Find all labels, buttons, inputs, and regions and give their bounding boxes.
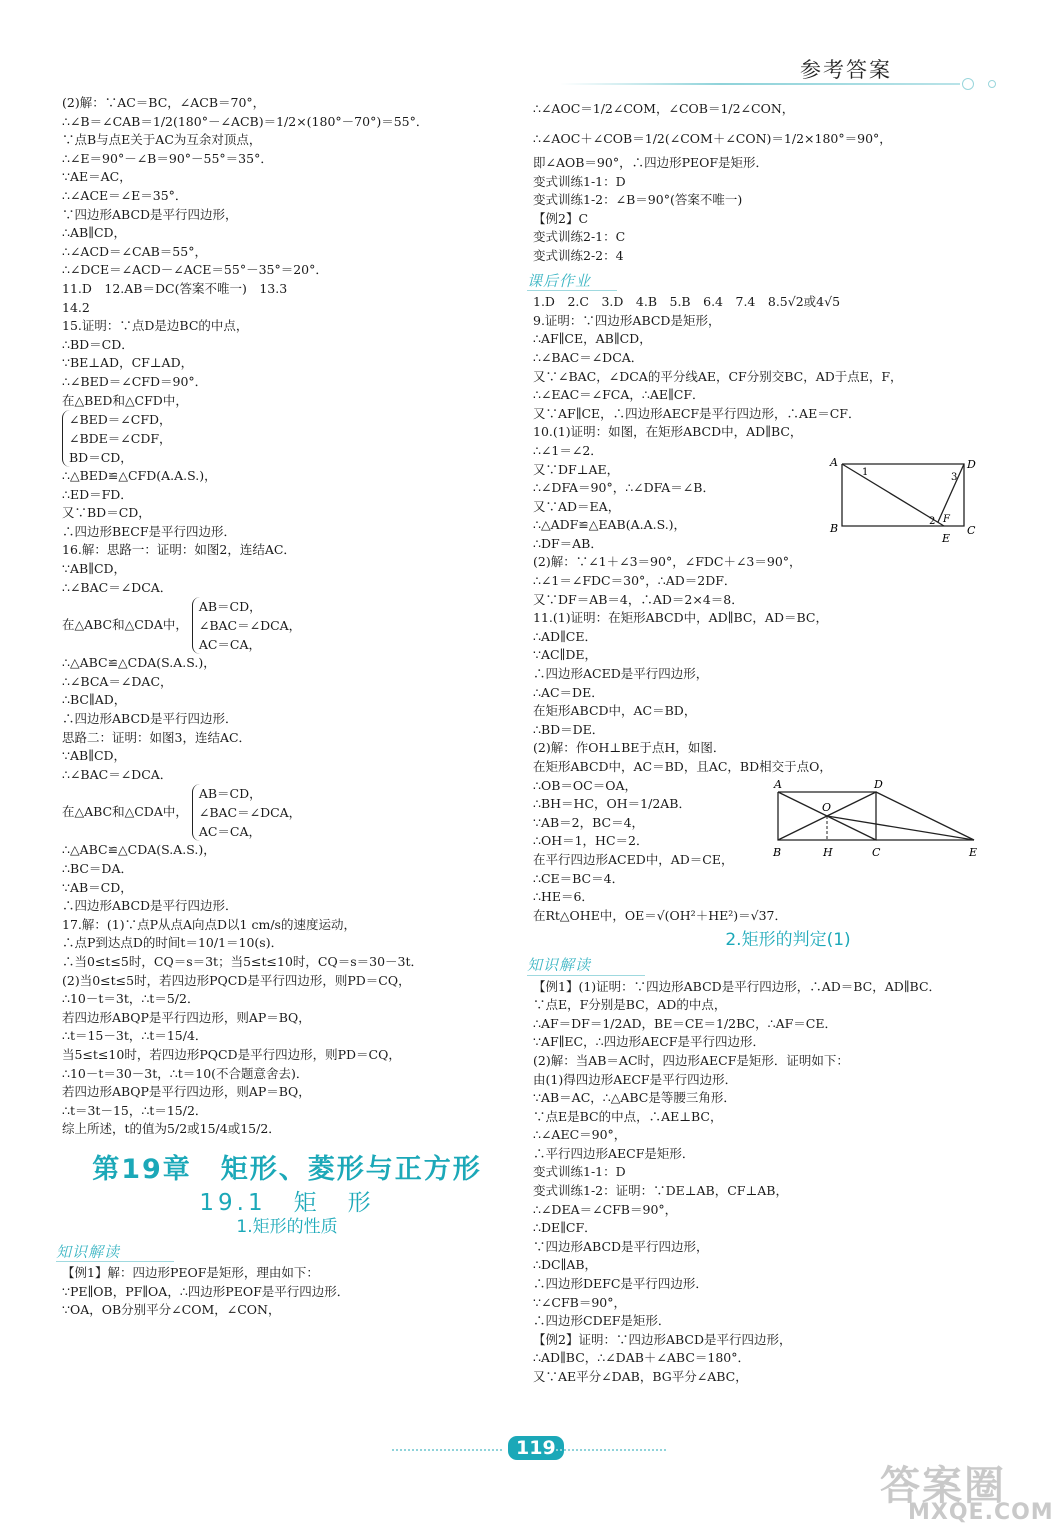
text-line: 17.解：(1)∵点P从点A向点D以1 cm/s的速度运动，	[62, 916, 356, 932]
subsection-title-properties: 1.矩形的性质	[236, 1217, 338, 1238]
text-line: 又∵BD＝CD，	[62, 505, 151, 521]
text-line: ∴∠DEA＝∠CFB＝90°，	[533, 1201, 678, 1217]
text-line: 思路二：证明：如图3，连结AC．	[62, 729, 252, 745]
header-rule	[560, 83, 960, 85]
text-line: ∴t＝3t－15，∴t＝15/2．	[62, 1102, 208, 1118]
text-line: AC＝CA，	[198, 637, 262, 653]
text-line: ∴平行四边形AECF是矩形．	[533, 1145, 695, 1161]
text-line: ∴四边形ABCD是平行四边形．	[62, 711, 238, 727]
text-line: ∴△BED≌△CFD(A.A.S.)，	[62, 468, 217, 484]
text-line: ∴∠EAC＝∠FCA，∴AE∥CF．	[533, 387, 705, 403]
left-block-f	[62, 1264, 512, 1320]
text-line: 当5≤t≤10时，若四边形PQCD是平行四边形，则PD＝CQ，	[62, 1046, 401, 1062]
text-line: ∴HE＝6．	[533, 889, 594, 905]
brace-15	[62, 410, 172, 467]
text-line: ∴BC∥AD，	[62, 692, 127, 708]
text-line: ∵AF∥EC，∴四边形AECF是平行四边形．	[533, 1034, 765, 1050]
figure-rectangle-abcd	[826, 450, 986, 544]
tag-homework: 课后作业	[527, 272, 617, 292]
text-line: ∴∠ACD＝∠CAB＝55°，	[62, 243, 207, 259]
fig1-label-d: D	[967, 458, 976, 471]
text-line: ∵∠CFB＝90°，	[533, 1294, 627, 1310]
text-line: ∵点E是BC的中点，∴AE⊥BC，	[533, 1108, 723, 1124]
text-line: ∴AB∥CD，	[62, 225, 127, 241]
text-line: ∴四边形CDEF是矩形．	[533, 1313, 671, 1329]
text-line: ∴四边形ACED是平行四边形，	[533, 666, 709, 682]
text-line: 10.(1)证明：如图，在矩形ABCD中，AD∥BC，	[533, 424, 803, 440]
fig1-label-f: F	[943, 514, 950, 525]
text-line: 变式训练2-2：4	[533, 247, 624, 263]
text-line: ∵AB＝CD，	[62, 879, 133, 895]
text-line: ∴DE∥CF．	[533, 1220, 597, 1236]
text-line: ∴∠E＝90°－∠B＝90°－55°＝35°．	[62, 150, 273, 166]
fig1-label-a: A	[830, 456, 838, 469]
text-line: ∴AF＝DF＝1/2AD，BE＝CE＝1/2BC，∴AF＝CE．	[533, 1015, 837, 1031]
fig2-line-oe	[827, 816, 974, 840]
right-block-a	[533, 94, 1003, 154]
text-line: 15.证明：∵点D是边BC的中点，	[62, 318, 249, 334]
figure-rectangle-with-e	[770, 778, 986, 860]
text-line: ∵AE＝AC，	[62, 169, 132, 185]
text-line: ∵AB＝AC，∴△ABC是等腰三角形．	[533, 1090, 736, 1106]
brace-16b-lead: 在△ABC和△CDA中，	[62, 804, 188, 820]
text-line: 14.2	[62, 299, 90, 315]
fig1-angle-1: 1	[862, 467, 869, 478]
brace-16b	[192, 784, 301, 841]
text-line: ∴△ADF≌△EAB(A.A.S.)，	[533, 517, 687, 533]
text-line: ∵AC∥DE，	[533, 647, 597, 663]
footer-dots-right	[556, 1449, 666, 1453]
text-line: 在Rt△OHE中，OE＝√(OH²＋HE²)＝√37．	[533, 907, 787, 923]
fig1-angle-3: 3	[951, 472, 958, 483]
text-line: ∴ED＝FD．	[62, 486, 133, 502]
left-block-d	[62, 654, 512, 784]
text-line: ∠BDE＝∠CDF，	[69, 431, 172, 447]
text-line: ∵PE∥OB，PF∥OA，∴四边形PEOF是平行四边形．	[62, 1283, 350, 1299]
text-line: 由(1)得四边形AECF是平行四边形．	[533, 1071, 738, 1087]
watermark-logo: 答案圈	[880, 1463, 1006, 1509]
text-line: ∴当0≤t≤5时，CQ＝s＝3t；当5≤t≤10时，CQ＝s＝30－3t．	[62, 953, 424, 969]
text-line: ∠BED＝∠CFD，	[69, 412, 172, 428]
text-line: 又∵DF⊥AE，	[533, 461, 620, 477]
text-line: (2)解：当AB＝AC时，四边形AECF是矩形．证明如下：	[533, 1052, 849, 1068]
fig2-label-o: O	[822, 801, 832, 814]
text-line: 【例1】解：四边形PEOF是矩形，理由如下：	[62, 1265, 319, 1281]
text-line: ∴四边形BECF是平行四边形．	[62, 523, 237, 539]
fig2-label-b: B	[773, 846, 782, 859]
text-line: ∴△ABC≌△CDA(S.A.S.)，	[62, 655, 216, 671]
text-line: ∵点E，F分别是BC，AD的中点，	[533, 997, 727, 1013]
text-line: (2)当0≤t≤5时，若四边形PQCD是平行四边形，则PD＝CQ，	[62, 972, 411, 988]
text-line: ∴BH＝HC，OH＝1/2AB．	[533, 796, 691, 812]
tag-knowledge: 知识解读	[56, 1243, 174, 1263]
text-line: 在平行四边形ACED中，AD＝CE，	[533, 851, 734, 867]
text-line: ∴∠B＝∠CAB＝1/2(180°－∠ACB)＝1/2×(180°－70°)＝55°．	[62, 113, 429, 129]
text-line: ∵点B与点E关于AC为互余对顶点，	[62, 132, 262, 148]
text-line: ∴∠DCE＝∠ACD－∠ACE＝55°－35°＝20°．	[62, 262, 328, 278]
text-line: ∴∠BAC＝∠DCA．	[62, 579, 173, 595]
text-line: ∴10－t＝30－3t，∴t＝10(不合题意舍去)．	[62, 1065, 309, 1081]
text-line: ∴AC＝DE．	[533, 684, 604, 700]
text-line: ∴∠AOC＋∠COB＝1/2(∠COM＋∠CON)＝1/2×180°＝90°，	[533, 131, 892, 146]
text-line: 9.证明：∵四边形ABCD是矩形，	[533, 312, 721, 328]
left-block-a	[62, 94, 512, 280]
tag-knowledge-2: 知识解读	[527, 956, 645, 976]
text-line: ∴BC＝DA．	[62, 861, 133, 876]
text-line: ∴∠1＝∠FDC＝30°，∴AD＝2DF．	[533, 573, 737, 589]
text-line: 在△BED和△CFD中，	[62, 392, 188, 408]
header-title: 参考答案	[800, 58, 892, 82]
fig2-label-a: A	[774, 778, 782, 791]
left-block-e	[62, 841, 512, 1139]
text-line: ∵AB∥CD，	[62, 748, 127, 764]
text-line: 又∵∠BAC，∠DCA的平分线AE，CF分别交BC，AD于点E，F，	[533, 368, 903, 384]
subsection-title-criteria: 2.矩形的判定(1)	[725, 930, 851, 951]
text-line: 又∵AD＝EA，	[533, 498, 621, 514]
text-line: 11.D 12.AB＝DC(答案不唯一) 13.3	[62, 280, 288, 296]
text-line: 又∵DF＝AB＝4，∴AD＝2×4＝8．	[533, 591, 744, 607]
right-block-b	[533, 154, 1003, 266]
text-line: ∠BAC＝∠DCA，	[198, 618, 302, 634]
text-line: ∴OH＝1，HC＝2．	[533, 833, 649, 849]
footer-dots-left	[392, 1449, 502, 1453]
text-line: ∴四边形DEFC是平行四边形．	[533, 1276, 708, 1292]
text-line: ∴DF＝AB．	[533, 535, 603, 551]
text-line: 又∵AF∥CE，∴四边形AECF是平行四边形，∴AE＝CF．	[533, 405, 861, 421]
text-line: ∴AF∥CE，AB∥CD，	[533, 331, 652, 347]
text-line: 变式训练1-2：证明：∵DE⊥AB，CF⊥AB，	[533, 1183, 788, 1199]
text-line: 【例2】证明：∵四边形ABCD是平行四边形，	[533, 1331, 792, 1347]
text-line: ∴∠ACE＝∠E＝35°．	[62, 187, 188, 203]
right-block-d	[533, 978, 1003, 1387]
left-column	[56, 94, 512, 1320]
text-line: ∴CE＝BC＝4．	[533, 870, 625, 886]
text-line: 即∠AOB＝90°，∴四边形PEOF是矩形．	[533, 155, 769, 170]
text-line: 在矩形ABCD中，AC＝BD，且AC，BD相交于点O，	[533, 759, 832, 774]
text-line: 16.解：思路一：证明：如图2，连结AC．	[62, 542, 296, 558]
text-line: ∵BE⊥AD，CF⊥AD，	[62, 355, 194, 371]
fig1-angle-2: 2	[929, 516, 936, 527]
watermark-url: MXQE.COM	[908, 1500, 1054, 1525]
text-line: 【例1】(1)证明：∵四边形ABCD是平行四边形，∴AD＝BC，AD∥BC．	[533, 978, 942, 994]
text-line: ∴DC∥AB，	[533, 1257, 598, 1273]
text-line: 变式训练1-1：D	[533, 173, 626, 189]
text-line: ∴OB＝OC＝OA，	[533, 777, 637, 793]
brace-16a-lead: 在△ABC和△CDA中，	[62, 617, 188, 633]
text-line: 又∵AE平分∠DAB，BG平分∠ABC，	[533, 1369, 748, 1384]
page-number: 119	[508, 1436, 564, 1460]
fig2-label-h: H	[823, 846, 833, 859]
text-line: ∴BD＝DE．	[533, 721, 605, 737]
header-ornament-circle	[962, 78, 974, 90]
left-block-c	[62, 467, 512, 597]
text-line: ∴∠DFA＝90°，∴∠DFA＝∠B．	[533, 480, 715, 496]
text-line: BD＝CD，	[69, 450, 133, 466]
text-line: 在矩形ABCD中，AC＝BD，	[533, 703, 697, 719]
text-line: ∵OA，OB分别平分∠COM，∠CON，	[62, 1302, 281, 1318]
text-line: AC＝CA，	[198, 824, 262, 840]
text-line: (2)解：作OH⊥BE于点H，如图．	[533, 740, 726, 756]
text-line: 11.(1)证明：在矩形ABCD中，AD∥BC，AD＝BC，	[533, 610, 828, 626]
text-line: ∴△ABC≌△CDA(S.A.S.)，	[62, 842, 216, 858]
text-line: ∴BD＝CD．	[62, 336, 134, 352]
text-line: 【例2】C	[533, 210, 589, 226]
text-line: ∵四边形ABCD是平行四边形，	[533, 1238, 709, 1254]
text-line: ∵AB∥CD，	[62, 561, 127, 577]
text-line: ∠BAC＝∠DCA，	[198, 805, 302, 821]
text-line: ∴AD∥CE．	[533, 628, 597, 644]
chapter-title: 第19章 矩形、菱形与正方形	[92, 1153, 482, 1185]
text-line: 变式训练2-1：C	[533, 229, 626, 245]
text-line: ∴∠BAC＝∠DCA．	[62, 766, 173, 782]
text-line: ∴四边形ABCD是平行四边形．	[62, 898, 238, 914]
right-column	[527, 94, 1003, 1387]
fig2-label-e: E	[969, 846, 978, 859]
text-line: (2)解：∵AC＝BC，∠ACB＝70°，	[62, 95, 266, 110]
text-line: ∴AD∥BC，∴∠DAB＋∠ABC＝180°．	[533, 1350, 751, 1366]
text-line: ∵四边形ABCD是平行四边形，	[62, 206, 238, 222]
text-line: ∴t＝15－3t，∴t＝15/4．	[62, 1028, 208, 1044]
text-line: AB＝CD，	[198, 786, 262, 802]
fig2-label-d: D	[874, 778, 883, 791]
brace-16a	[192, 597, 301, 654]
text-line: ∴∠BCA＝∠DAC，	[62, 673, 173, 689]
brace-16b-row	[62, 784, 512, 841]
section-title: 19.1 矩 形	[199, 1189, 375, 1216]
text-line: AB＝CD，	[198, 599, 262, 615]
text-line: ∴∠AEC＝90°，	[533, 1127, 627, 1143]
text-line: 1.D 2.C 3.D 4.B 5.B 6.4 7.4 8.5√2或4√5	[533, 294, 841, 310]
text-line: ∴∠1＝∠2．	[533, 442, 603, 458]
text-line: (2)解：∵∠1＋∠3＝90°，∠FDC＋∠3＝90°，	[533, 554, 802, 570]
text-line: 变式训练1-2：∠B＝90°(答案不唯一)	[533, 192, 743, 208]
text-line: ∴∠AOC＝1/2∠COM，∠COB＝1/2∠CON，	[533, 101, 795, 116]
text-line: ∴∠BAC＝∠DCA．	[533, 349, 644, 365]
text-line: 若四边形ABQP是平行四边形，则AP＝BQ，	[62, 1009, 311, 1025]
text-line: ∵AB＝2，BC＝4，	[533, 814, 645, 830]
brace-16a-row	[62, 597, 512, 654]
text-line: ∴10－t＝3t，∴t＝5/2．	[62, 991, 200, 1007]
text-line: 综上所述，t的值为5/2或15/4或15/2．	[62, 1121, 281, 1137]
fig1-label-e: E	[942, 532, 951, 544]
header-ornament-dot	[988, 80, 996, 88]
text-line: 若四边形ABQP是平行四边形，则AP＝BQ，	[62, 1084, 311, 1100]
fig1-label-b: B	[830, 522, 839, 535]
fig2-label-c: C	[872, 846, 881, 859]
text-line: ∴∠BED＝∠CFD＝90°．	[62, 373, 208, 389]
fig2-line-de	[876, 792, 974, 840]
text-line: ∴点P到达点D的时间t＝10/1＝10(s)．	[62, 935, 284, 951]
left-block-b	[62, 280, 512, 410]
fig1-label-c: C	[967, 524, 976, 537]
text-line: 变式训练1-1：D	[533, 1164, 626, 1180]
